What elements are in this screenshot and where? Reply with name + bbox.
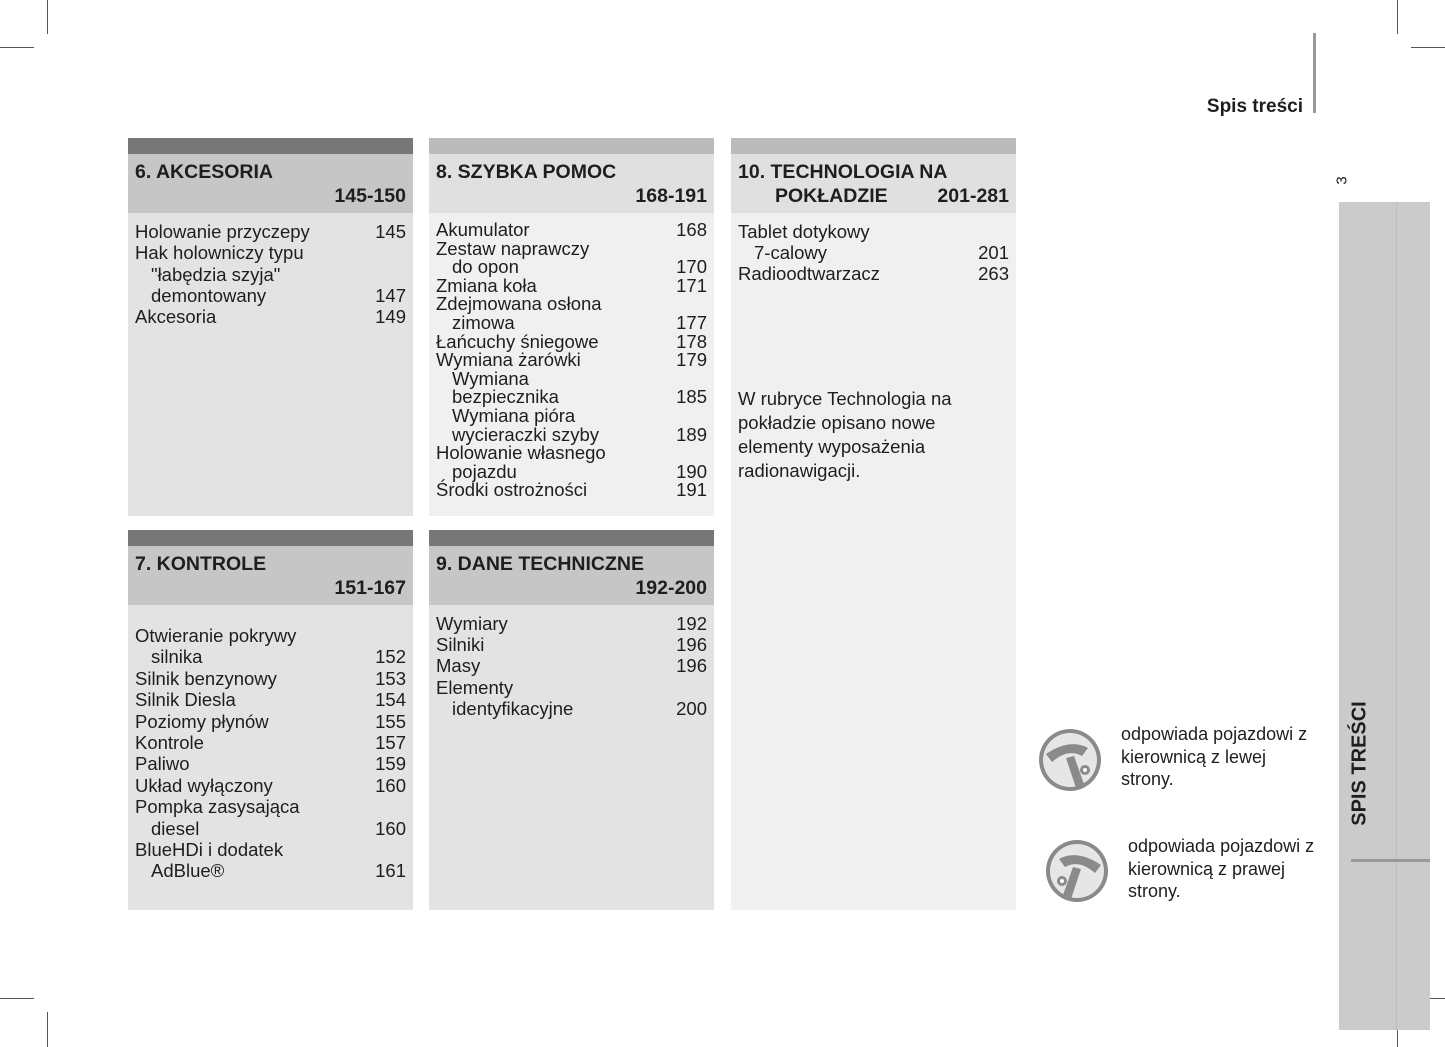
toc-entry-label: Silnik benzynowy: [135, 667, 277, 689]
toc-entry-page: 160: [375, 774, 406, 796]
toc-entry-label: Wymiana: [452, 367, 529, 389]
section-header: [429, 546, 714, 605]
crop-mark: [47, 1012, 48, 1047]
toc-entry-line: [436, 444, 707, 463]
left-hand-drive-icon: [1038, 728, 1102, 792]
toc-entry-line: [135, 221, 406, 242]
section-title: 9. DANE TECHNICZNE: [436, 553, 645, 575]
toc-entry[interactable]: [436, 221, 707, 240]
toc-entry-line: [738, 242, 1009, 263]
toc-entry[interactable]: [135, 242, 406, 306]
toc-entry-label: wycieraczki szyby: [452, 423, 599, 445]
toc-entry-page: 189: [676, 423, 707, 445]
toc-entry[interactable]: [436, 481, 707, 500]
toc-entry[interactable]: [436, 404, 707, 445]
toc-entry[interactable]: [436, 634, 707, 655]
toc-entry-line: [436, 481, 707, 500]
toc-entry-label: Silnik Diesla: [135, 689, 236, 711]
toc-entry-label: Otwieranie pokrywy: [135, 625, 297, 646]
toc-entry[interactable]: [436, 444, 707, 481]
toc-entry-label: "łabędzia szyja": [151, 263, 281, 285]
section-szybka-pomoc: [429, 138, 714, 516]
toc-entry-page: 263: [978, 263, 1009, 284]
toc-entry-label: Wymiana pióra: [452, 404, 576, 426]
section-akcesoria: [128, 138, 413, 516]
toc-entry-label: Radioodtwarzacz: [738, 263, 880, 284]
toc-entry[interactable]: [135, 668, 406, 689]
toc-entry-page: 178: [676, 330, 707, 352]
toc-entry-line: [436, 655, 707, 676]
toc-entry-line: [436, 698, 707, 719]
section-body: [429, 213, 714, 516]
toc-entry-label: Holowanie własnego: [436, 442, 606, 464]
crop-mark: [1397, 0, 1398, 34]
section-page-range: 145-150: [334, 185, 406, 207]
toc-entry-label: Hak holowniczy typu: [135, 242, 304, 264]
section-title-row: [738, 184, 1009, 208]
toc-entry-line: [436, 634, 707, 655]
toc-entry-line: [738, 221, 1009, 242]
toc-entry-line: [135, 711, 406, 732]
toc-entry-label: do opon: [452, 256, 519, 278]
page-title: Spis treści: [1206, 96, 1303, 117]
toc-entry-label: Wymiary: [436, 613, 508, 634]
technologia-note: W rubryce Technologia na pokładzie opisano nowe elementy wyposażenia radionawigacji.: [738, 388, 952, 481]
section-body: [731, 213, 1016, 910]
legend-left-hand-drive: odpowiada pojazdowi z kierownicą z lewej strony.: [1121, 724, 1308, 789]
toc-entry[interactable]: [436, 367, 707, 408]
toc-entry-label: diesel: [151, 817, 200, 839]
side-tab[interactable]: [1339, 202, 1430, 1030]
toc-entry-label: Akumulator: [436, 219, 530, 240]
toc-entry-label: zimowa: [452, 311, 515, 333]
toc-entry-label: Akcesoria: [135, 306, 217, 328]
toc-entry-label: Masy: [436, 655, 481, 677]
toc-entry-page: 196: [676, 655, 707, 677]
toc-entry-label: Silniki: [436, 634, 485, 656]
toc-entry-line: [135, 285, 406, 306]
toc-entry-label: demontowany: [151, 284, 267, 306]
toc-entry-page: 190: [676, 460, 707, 482]
toc-entry-line: [135, 306, 406, 327]
toc-entry-label: BlueHDi i dodatek: [135, 839, 284, 861]
section-kontrole: [128, 530, 413, 910]
toc-entry[interactable]: [135, 775, 406, 796]
crop-mark: [1411, 47, 1445, 48]
header-divider: [1313, 33, 1316, 113]
toc-entry-page: 155: [375, 710, 406, 732]
toc-entry[interactable]: [738, 221, 1009, 263]
toc-entry-line: [135, 646, 406, 667]
toc-entry-page: 154: [375, 689, 406, 711]
toc-entry-line: [436, 351, 707, 370]
right-hand-drive-icon: [1045, 839, 1109, 903]
toc-entry[interactable]: [436, 613, 707, 634]
section-header: [128, 546, 413, 605]
toc-entry-line: [135, 818, 406, 839]
toc-entry-page: 196: [676, 634, 707, 656]
toc-entry[interactable]: [436, 677, 707, 719]
section-top-bar: [128, 138, 413, 154]
toc-entry-page: 185: [676, 386, 707, 408]
section-top-bar: [128, 530, 413, 546]
toc-entry[interactable]: [135, 732, 406, 753]
toc-entry-page: 152: [375, 646, 406, 668]
toc-entry-line: [135, 689, 406, 710]
toc-entry-page: 159: [375, 753, 406, 775]
toc-entry-label: identyfikacyjne: [452, 697, 574, 719]
toc-entry[interactable]: [436, 351, 707, 370]
toc-entry-line: [135, 775, 406, 796]
toc-entry-line: [135, 242, 406, 263]
crop-mark: [0, 47, 34, 48]
toc-entry[interactable]: [436, 295, 707, 332]
section-page-range: 192-200: [635, 577, 707, 599]
section-top-bar: [429, 138, 714, 154]
toc-entry[interactable]: [135, 625, 406, 668]
toc-entry[interactable]: [738, 263, 1009, 284]
section-dane-techniczne: [429, 530, 714, 910]
toc-entry-label: Środki ostrożności: [436, 479, 588, 501]
section-title: 7. KONTROLE: [135, 553, 267, 575]
section-technologia: [731, 138, 1016, 910]
toc-entry[interactable]: [135, 306, 406, 327]
toc-entry-label: AdBlue®: [151, 860, 225, 882]
toc-entry-label: 7-calowy: [754, 242, 827, 263]
toc-entry[interactable]: [135, 753, 406, 774]
toc-entry-page: 179: [676, 349, 707, 371]
toc-entry-page: 168: [676, 219, 707, 240]
toc-entry-line: [436, 311, 707, 333]
toc-entry-label: Tablet dotykowy: [738, 221, 870, 242]
section-page-range: 168-191: [635, 185, 707, 207]
toc-entry-label: Układ wyłączony: [135, 774, 273, 796]
toc-entry-line: [135, 796, 406, 817]
toc-entry-label: Holowanie przyczepy: [135, 221, 310, 242]
section-header: [128, 154, 413, 213]
toc-entry-page: 153: [375, 667, 406, 689]
toc-entry-page: 177: [676, 311, 707, 333]
toc-entry-label: pojazdu: [452, 460, 517, 482]
toc-entry[interactable]: [135, 221, 406, 242]
toc-entry-line: [436, 258, 707, 277]
toc-entry[interactable]: [436, 655, 707, 676]
toc-entry[interactable]: [436, 237, 707, 278]
toc-entry-line: [436, 404, 707, 426]
toc-entry-line: [738, 263, 1009, 284]
crop-mark: [0, 998, 34, 999]
toc-entry-line: [135, 625, 406, 646]
toc-entry-label: Zdejmowana osłona: [436, 293, 602, 315]
toc-entry-line: [135, 732, 406, 753]
section-page-range: 201-281: [937, 185, 1009, 207]
toc-entry-label: bezpiecznika: [452, 386, 559, 408]
toc-entry-label: Paliwo: [135, 753, 190, 775]
toc-entry-page: 149: [375, 306, 406, 328]
toc-entry-label: Zestaw naprawczy: [436, 237, 590, 259]
section-top-bar: [731, 138, 1016, 154]
toc-entry-label: Wymiana żarówki: [436, 349, 581, 371]
toc-entry[interactable]: [135, 689, 406, 710]
section-title: 6. AKCESORIA: [135, 161, 273, 183]
section-top-bar: [429, 530, 714, 546]
toc-entry[interactable]: [135, 711, 406, 732]
toc-entry-label: Kontrole: [135, 732, 204, 754]
section-page-range: 151-167: [334, 577, 406, 599]
toc-entry-page: 191: [676, 479, 707, 501]
toc-entry-page: 160: [375, 817, 406, 839]
toc-entry-page: 145: [375, 221, 406, 242]
toc-entry-label: silnika: [151, 646, 203, 668]
toc-entry-page: 161: [375, 860, 406, 882]
section-body: [128, 605, 413, 910]
toc-entry-line: [135, 839, 406, 860]
section-title: 8. SZYBKA POMOC: [436, 161, 617, 183]
toc-entry-line: [135, 668, 406, 689]
section-header: [731, 154, 1016, 213]
crop-mark: [47, 0, 48, 34]
toc-entry-page: 171: [676, 274, 707, 296]
toc-entry-line: [135, 753, 406, 774]
toc-entry-page: 157: [375, 732, 406, 754]
legend-right-hand-drive: odpowiada pojazdowi z kierownicą z prawej strony.: [1128, 836, 1315, 901]
toc-entry-label: Elementy: [436, 676, 514, 698]
section-body: [128, 213, 413, 516]
toc-entry-page: 170: [676, 256, 707, 278]
toc-entry-line: [436, 677, 707, 698]
side-tab-line: [1351, 859, 1430, 862]
section-title: 10. TECHNOLOGIA NA: [738, 161, 948, 183]
toc-entry-line: [135, 860, 406, 881]
section-title-cont: POKŁADZIE: [775, 185, 888, 207]
toc-entry-label: Zmiana koła: [436, 274, 537, 296]
toc-entry-page: 192: [676, 613, 707, 634]
toc-entry-label: Łańcuchy śniegowe: [436, 330, 599, 352]
toc-entry-page: 201: [978, 242, 1009, 263]
toc-entry-line: [135, 264, 406, 285]
page-number: 3: [1333, 176, 1351, 185]
toc-entry-line: [436, 613, 707, 634]
toc-entry[interactable]: [135, 839, 406, 882]
side-tab-divider: [1396, 202, 1397, 1030]
side-tab-label: SPIS TREŚCI: [1348, 701, 1371, 826]
toc-entry-page: 200: [676, 697, 707, 719]
section-header: [429, 154, 714, 213]
toc-entry-label: Pompka zasysająca: [135, 796, 300, 818]
toc-entry-page: 147: [375, 284, 406, 306]
section-body: [429, 605, 714, 910]
toc-entry[interactable]: [135, 796, 406, 839]
toc-entry-label: Poziomy płynów: [135, 710, 269, 732]
toc-entry-line: [436, 221, 707, 240]
